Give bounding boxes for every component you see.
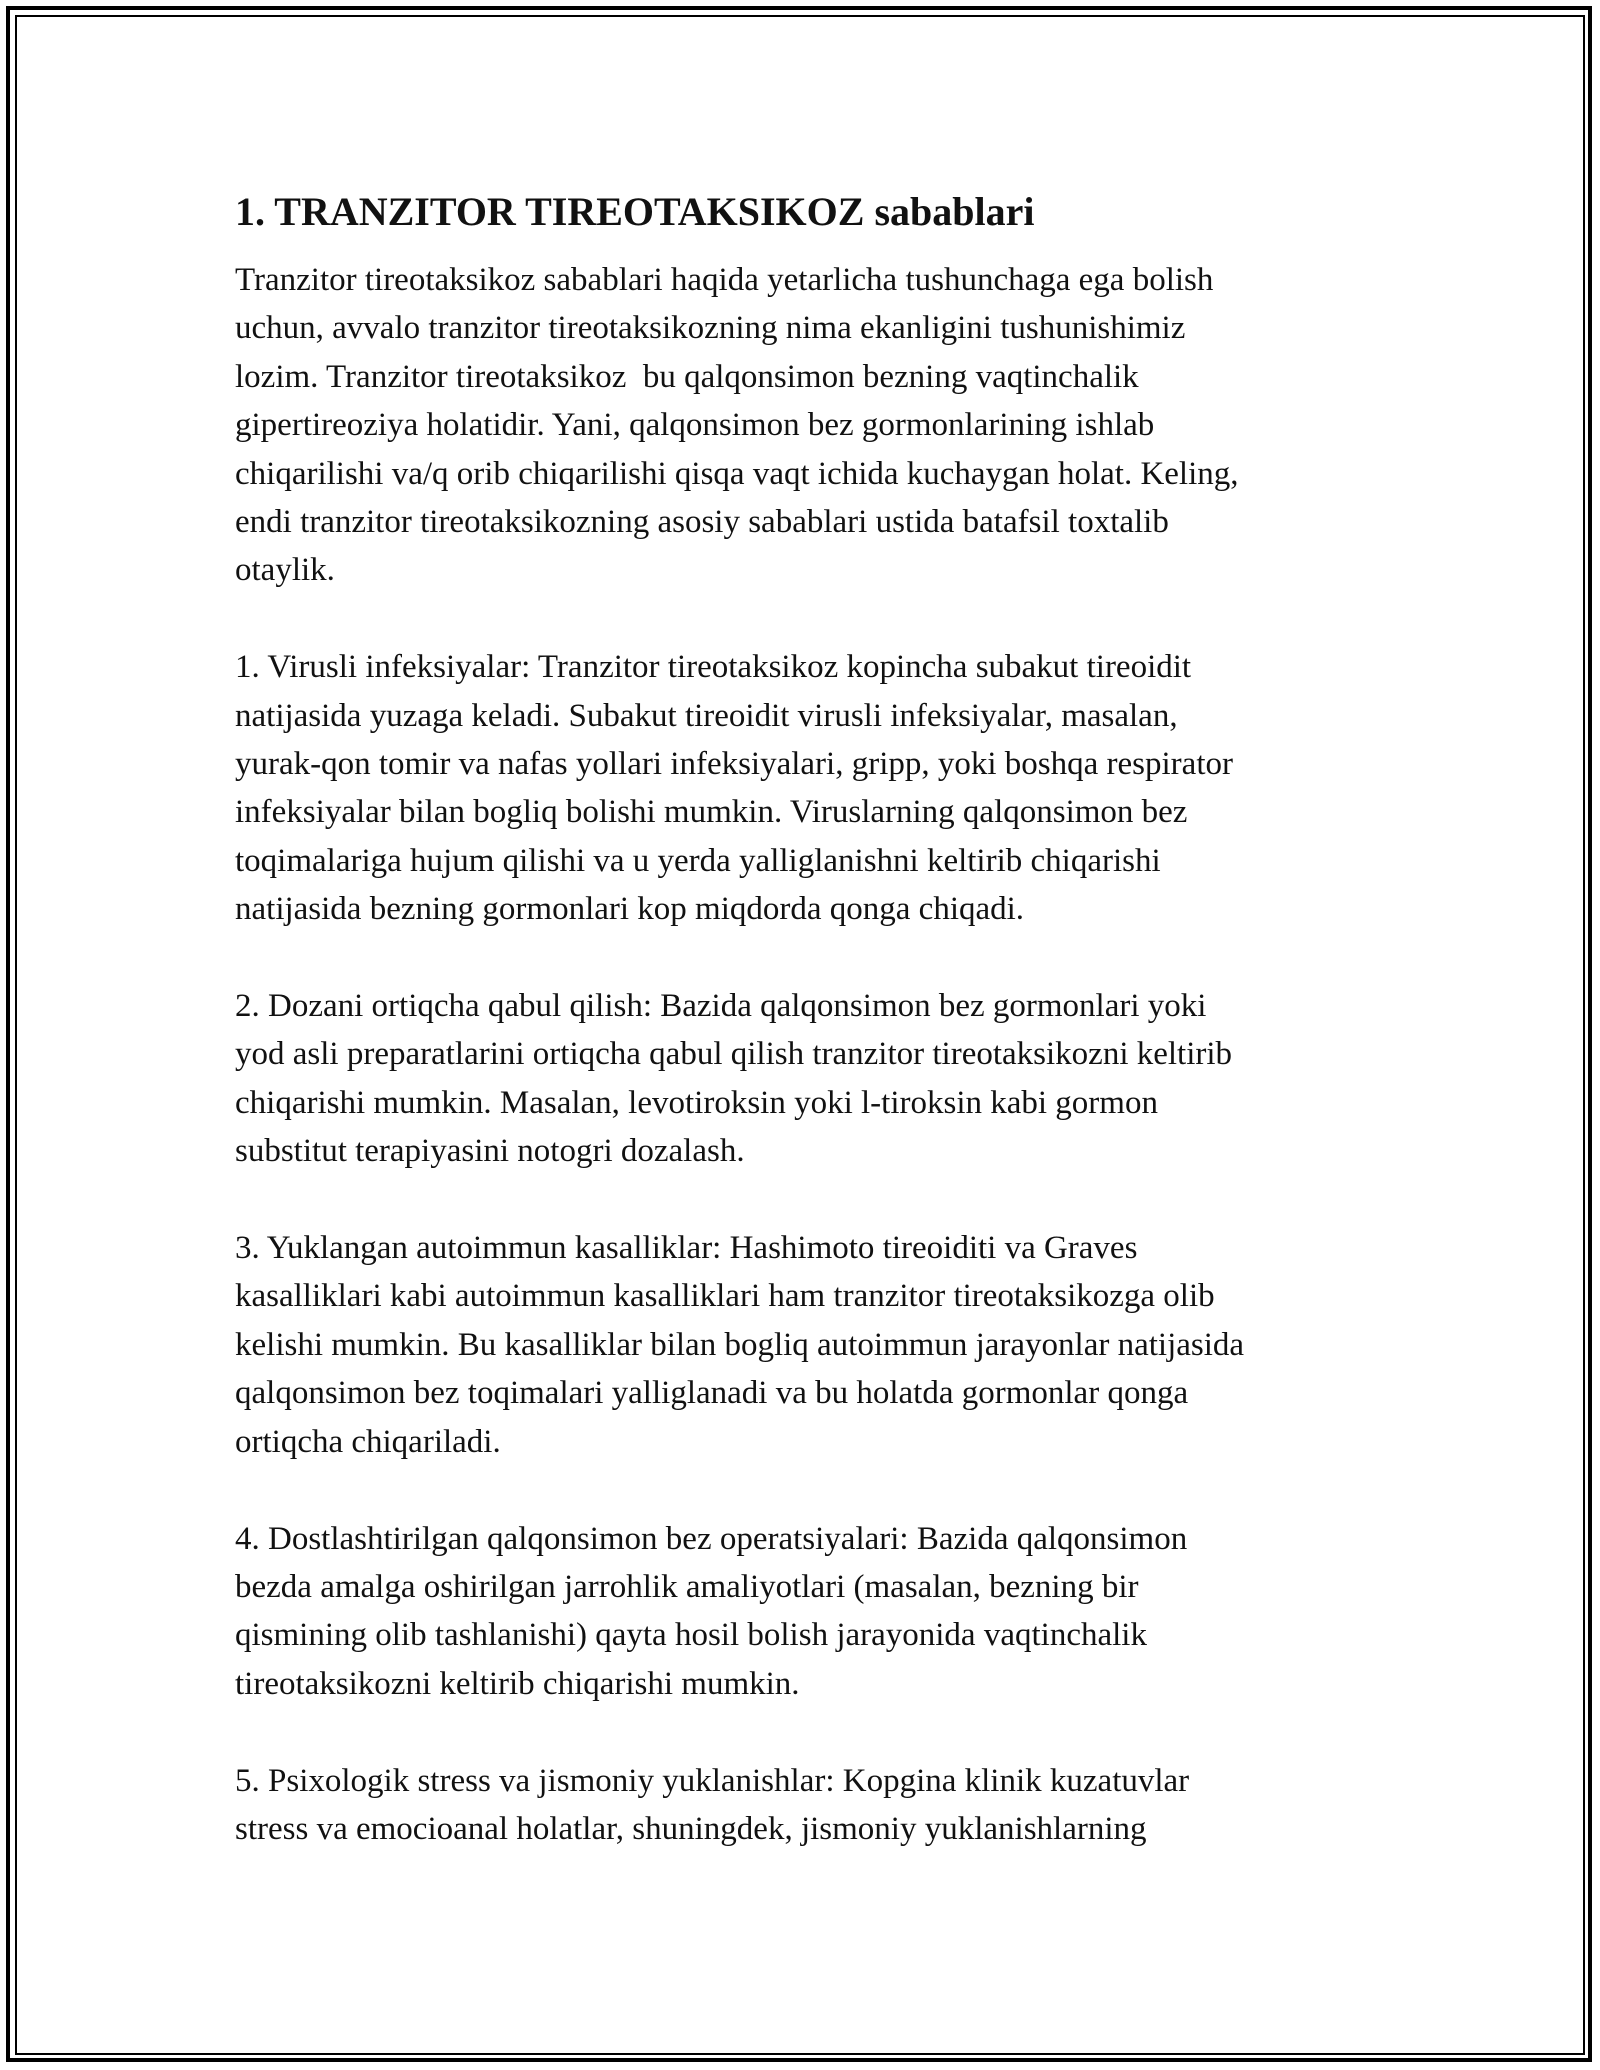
text-line: substitut terapiyasini notogri dozalash.: [235, 1133, 745, 1170]
text-line: 5. Psixologik stress va jismoniy yuklanishlar: Kopgina klinik kuzatuvlar: [235, 1762, 1190, 1799]
text-line: qismining olib tashlanishi) qayta hosil bolish jarayonida vaqtinchalik: [235, 1617, 1147, 1654]
list-item-viral-infections: [235, 643, 1365, 933]
text-line: toqimalariga hujum qilishi va u yerda yalliglanishni keltirib chiqarishi: [235, 842, 1161, 879]
text-line: kasalliklari kabi autoimmun kasalliklari ham tranzitor tireotaksikozga olib: [235, 1278, 1215, 1315]
list-item-overdose: [235, 982, 1365, 1176]
text-line: chiqarilishi va/q orib chiqarilishi qisqa vaqt ichida kuchaygan holat. Keling,: [235, 455, 1239, 492]
text-line: 2. Dozani ortiqcha qabul qilish: Bazida qalqonsimon bez gormonlari yoki: [235, 988, 1207, 1025]
text-line: bezda amalga oshirilgan jarrohlik amaliyotlari (masalan, bezning bir: [235, 1568, 1139, 1605]
page-title: 1. TRANZITOR TIREOTAKSIKOZ sabablari: [235, 189, 1035, 234]
intro-paragraph: [235, 256, 1365, 595]
list-item-thyroid-operations: [235, 1515, 1365, 1709]
text-line: yod asli preparatlarini ortiqcha qabul qilish tranzitor tireotaksikozni keltirib: [235, 1036, 1233, 1073]
text-line: lozim. Tranzitor tireotaksikoz bu qalqonsimon bezning vaqtinchalik: [235, 358, 1139, 395]
text-line: natijasida bezning gormonlari kop miqdorda qonga chiqadi.: [235, 891, 1025, 928]
text-line: infeksiyalar bilan bogliq bolishi mumkin. Viruslarning qalqonsimon bez: [235, 794, 1188, 831]
text-line: Tranzitor tireotaksikoz sabablari haqida yetarlicha tushunchaga ega bolish: [235, 262, 1214, 298]
text-line: 1. Virusli infeksiyalar: Tranzitor tireotaksikoz kopincha subakut tireoidit: [235, 649, 1192, 686]
text-line: ortiqcha chiqariladi.: [235, 1423, 501, 1460]
text-line: stress va emocioanal holatlar, shuningdek, jismoniy yuklanishlarning: [235, 1810, 1147, 1847]
text-line: endi tranzitor tireotaksikozning asosiy sabablari ustida batafsil toxtalib: [235, 504, 1169, 541]
document-body: [235, 186, 1365, 1902]
text-line: tireotaksikozni keltirib chiqarishi mumkin.: [235, 1665, 800, 1702]
text-line: natijasida yuzaga keladi. Subakut tireoidit virusli infeksiyalar, masalan,: [235, 697, 1178, 734]
text-line: kelishi mumkin. Bu kasalliklar bilan bogliq autoimmun jarayonlar natijasida: [235, 1326, 1245, 1363]
text-line: chiqarishi mumkin. Masalan, levotiroksin yoki l-tiroksin kabi gormon: [235, 1084, 1158, 1121]
text-line: yurak-qon tomir va nafas yollari infeksiyalari, gripp, yoki boshqa respirator: [235, 746, 1233, 783]
text-line: 3. Yuklangan autoimmun kasalliklar: Hashimoto tireoiditi va Graves: [235, 1230, 1138, 1267]
list-item-autoimmune-diseases: [235, 1224, 1365, 1466]
list-item-stress: [235, 1757, 1365, 1854]
text-line: 4. Dostlashtirilgan qalqonsimon bez operatsiyalari: Bazida qalqonsimon: [235, 1520, 1188, 1557]
text-line: otaylik.: [235, 552, 335, 589]
text-line: uchun, avvalo tranzitor tireotaksikozning nima ekanligini tushunishimiz: [235, 310, 1186, 347]
text-line: qalqonsimon bez toqimalari yalliglanadi va bu holatda gormonlar qonga: [235, 1375, 1189, 1412]
text-line: gipertireoziya holatidir. Yani, qalqonsimon bez gormonlarining ishlab: [235, 407, 1155, 444]
